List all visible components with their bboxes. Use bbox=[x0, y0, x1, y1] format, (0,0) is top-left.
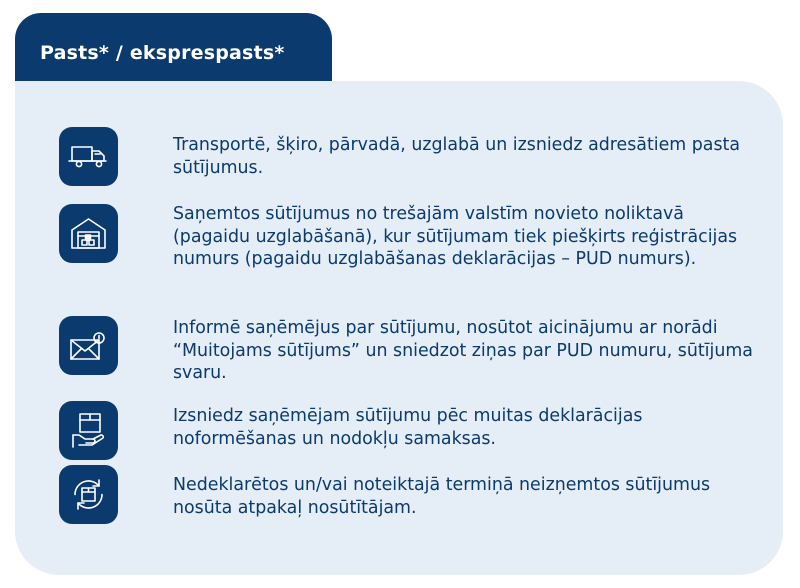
warehouse-icon bbox=[59, 204, 118, 263]
package-handover-icon bbox=[59, 401, 118, 460]
item-text: Nedeklarētos un/vai noteiktajā termiņā neizņemtos sūtījumus nosūta atpakaļ nosūtītājam. bbox=[173, 475, 711, 518]
delivery-truck-icon bbox=[59, 127, 118, 186]
item-text: Saņemtos sūtījumus no trešajām valstīm novieto noliktavā (pagaidu uzglabāšanā), kur sūtījumam tiek piešķirts reģistrācijas numurs (pagaidu uzglabāšanas deklarācijas – PUD numurs). bbox=[173, 204, 738, 269]
page-title: Pasts* / eksprespasts* bbox=[40, 42, 285, 64]
item-text: Informē saņēmējus par sūtījumu, nosūtot aicinājumu ar norādi “Muitojams sūtījums” un sniedzot ziņas par PUD numuru, sūtījuma svaru. bbox=[173, 318, 753, 383]
mail-notification-icon bbox=[59, 316, 118, 375]
item-text: Izsniedz saņēmējam sūtījumu pēc muitas deklarācijas noformēšanas un nodokļu samaksas. bbox=[173, 406, 643, 449]
package-return-icon bbox=[59, 465, 118, 524]
item-text: Transportē, šķiro, pārvadā, uzglabā un izsniedz adresātiem pasta sūtījumus. bbox=[173, 135, 741, 178]
